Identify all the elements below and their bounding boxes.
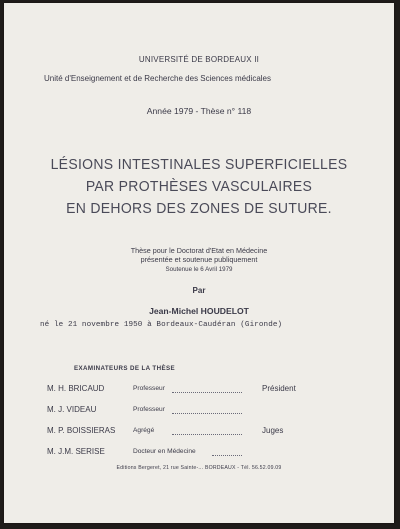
jury-member-role: Agrégé <box>133 427 155 434</box>
publisher-footer: Editions Bergeret, 21 rue Sainte-... BORDEAUX - Tél. 56.52.09.09 <box>116 465 282 471</box>
jury-member-name: M. H. BRICAUD <box>47 384 105 393</box>
dotted-leader <box>172 407 242 414</box>
thesis-cover-page <box>4 3 394 523</box>
jury-row <box>4 426 394 438</box>
jury-row <box>4 405 394 417</box>
thesis-line-2: présentée et soutenue publiquement <box>140 254 258 264</box>
dotted-leader <box>172 386 242 393</box>
author-name-text: Jean-Michel HOUDELOT <box>149 306 249 316</box>
thesis-line-1: Thèse pour le Doctorat d'Etat en Médecine <box>130 246 268 255</box>
jury-member-status: Juges <box>262 426 284 435</box>
title-line-1: LÉSIONS INTESTINALES SUPERFICIELLES <box>50 155 348 173</box>
jury-member-role: Docteur en Médecine <box>133 448 196 455</box>
jury-row <box>4 447 394 459</box>
jury-row <box>4 384 394 396</box>
university-name: UNIVERSITÉ DE BORDEAUX II <box>138 55 260 64</box>
dotted-leader <box>212 449 242 456</box>
jury-member-status: Président <box>262 384 296 393</box>
jury-heading: EXAMINATEURS DE LA THÈSE <box>74 365 176 372</box>
jury-member-role: Professeur <box>133 406 165 413</box>
jury-member-role: Professeur <box>133 385 165 392</box>
dotted-leader <box>172 428 242 435</box>
jury-member-name: M. J.M. SERISE <box>47 447 105 456</box>
jury-member-name: M. J. VIDEAU <box>47 405 97 414</box>
jury-member-name: M. P. BOISSIERAS <box>47 426 116 435</box>
defense-date: Soutenue le 6 Avril 1979 <box>165 266 233 273</box>
year-thesis-number: Année 1979 - Thèse n° 118 <box>146 106 252 116</box>
author-by: Par <box>192 286 206 295</box>
thesis-description <box>4 247 394 264</box>
teaching-unit: Unité d'Enseignement et de Recherche des Sciences médicales <box>44 74 271 83</box>
title-line-3: EN DEHORS DES ZONES DE SUTURE. <box>66 199 332 217</box>
title-line-2: PAR PROTHÈSES VASCULAIRES <box>85 177 313 195</box>
author-name <box>4 306 394 316</box>
author-birth: né le 21 novembre 1950 à Bordeaux-Caudéran (Gironde) <box>40 321 283 329</box>
